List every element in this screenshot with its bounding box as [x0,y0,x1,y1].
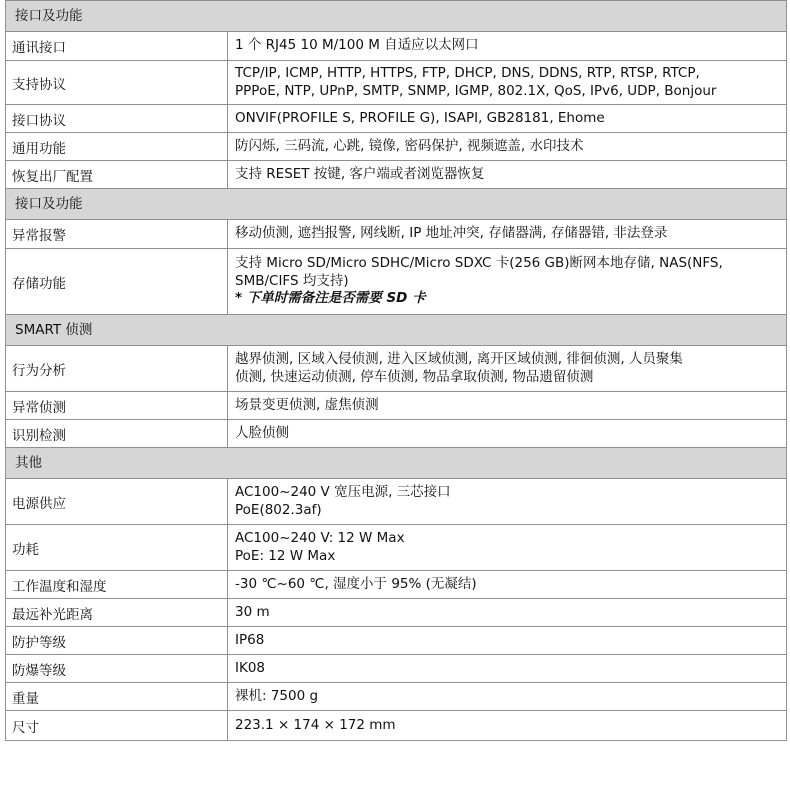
spec-row [6,61,786,105]
spec-label: 异常报警 [6,220,228,248]
spec-value [228,525,786,570]
spec-label: 恢复出厂配置 [6,161,228,188]
spec-label: 防爆等级 [6,655,228,682]
spec-row [6,105,786,133]
spec-label: 识别检测 [6,420,228,447]
spec-value-line: 支持 Micro SD/Micro SDHC/Micro SDXC 卡(256 GB)断网本地存储, NAS(NFS, [235,255,723,272]
spec-value-line: PPPoE, NTP, UPnP, SMTP, SNMP, IGMP, 802.1X, QoS, IPv6, UDP, Bonjour [235,82,717,99]
spec-value-line: 越界侦测, 区域入侵侦测, 进入区域侦测, 离开区域侦测, 徘徊侦测, 人员聚集 [235,351,683,367]
spec-label: 接口协议 [6,105,228,132]
spec-row [6,420,786,448]
section-header: 其他 [6,448,786,479]
spec-row [6,683,786,711]
spec-value [228,627,786,654]
spec-row [6,220,786,249]
spec-value-line: PoE(802.3af) [235,501,322,518]
spec-row [6,571,786,599]
spec-label: 工作温度和湿度 [6,571,228,598]
spec-row [6,249,786,315]
spec-value [228,655,786,682]
section-header: SMART 侦测 [6,315,786,346]
spec-row [6,161,786,189]
spec-value-line: 侦测, 快速运动侦测, 停车侦测, 物品拿取侦测, 物品遗留侦测 [235,368,594,385]
spec-row [6,32,786,61]
spec-value [228,161,786,188]
spec-label: 尺寸 [6,711,228,740]
spec-value [228,249,786,314]
spec-value [228,392,786,419]
spec-value [228,711,786,740]
spec-value [228,479,786,524]
spec-row [6,655,786,683]
spec-value [228,61,786,104]
spec-label: 存储功能 [6,249,228,314]
spec-value-line: SMB/CIFS 均支持) [235,272,349,289]
spec-value-line: -30 ℃~60 ℃, 湿度小于 95% (无凝结) [235,575,477,592]
spec-note: * 下单时需备注是否需要 SD 卡 [235,290,426,307]
spec-table [5,0,787,741]
spec-row [6,525,786,571]
spec-value [228,105,786,132]
spec-value-line: AC100~240 V 宽压电源, 三芯接口 [235,484,451,500]
spec-value-line: 移动侦测, 遮挡报警, 网线断, IP 地址冲突, 存储器满, 存储器错, 非法登录 [235,225,668,242]
spec-value [228,571,786,598]
spec-value-line: 人脸侦侧 [235,424,289,441]
spec-value-line: IK08 [235,659,266,676]
spec-row [6,346,786,392]
spec-row [6,133,786,161]
spec-value [228,683,786,710]
section-header: 接口及功能 [6,189,786,220]
spec-label: 功耗 [6,525,228,570]
spec-value [228,599,786,626]
spec-value-line: TCP/IP, ICMP, HTTP, HTTPS, FTP, DHCP, DNS, DDNS, RTP, RTSP, RTCP, [235,65,700,81]
spec-value-line: 防闪烁, 三码流, 心跳, 镜像, 密码保护, 视频遮盖, 水印技术 [235,137,584,154]
spec-row [6,479,786,525]
spec-row [6,627,786,655]
spec-value [228,420,786,447]
spec-label: 通用功能 [6,133,228,160]
spec-label: 电源供应 [6,479,228,524]
spec-value-line: 1 个 RJ45 10 M/100 M 自适应以太网口 [235,37,479,54]
spec-value-line: 30 m [235,603,270,620]
spec-value [228,32,786,60]
spec-value-line: AC100~240 V: 12 W Max [235,530,405,546]
spec-value-line: 223.1 × 174 × 172 mm [235,716,396,733]
spec-label: 最远补光距离 [6,599,228,626]
spec-value [228,133,786,160]
spec-value-line: IP68 [235,631,265,648]
spec-row [6,599,786,627]
spec-label: 异常侦测 [6,392,228,419]
spec-value-line: 裸机: 7500 g [235,687,319,704]
spec-value [228,346,786,391]
spec-label: 支持协议 [6,61,228,104]
spec-value-line: 场景变更侦测, 虚焦侦测 [235,396,379,413]
spec-row [6,711,786,741]
spec-row [6,392,786,420]
spec-value-line: PoE: 12 W Max [235,547,336,564]
spec-value [228,220,786,248]
spec-label: 通讯接口 [6,32,228,60]
spec-label: 防护等级 [6,627,228,654]
spec-value-line: ONVIF(PROFILE S, PROFILE G), ISAPI, GB28181, Ehome [235,109,605,126]
section-header: 接口及功能 [6,1,786,32]
spec-label: 行为分析 [6,346,228,391]
spec-label: 重量 [6,683,228,710]
spec-value-line: 支持 RESET 按键, 客户端或者浏览器恢复 [235,165,485,182]
